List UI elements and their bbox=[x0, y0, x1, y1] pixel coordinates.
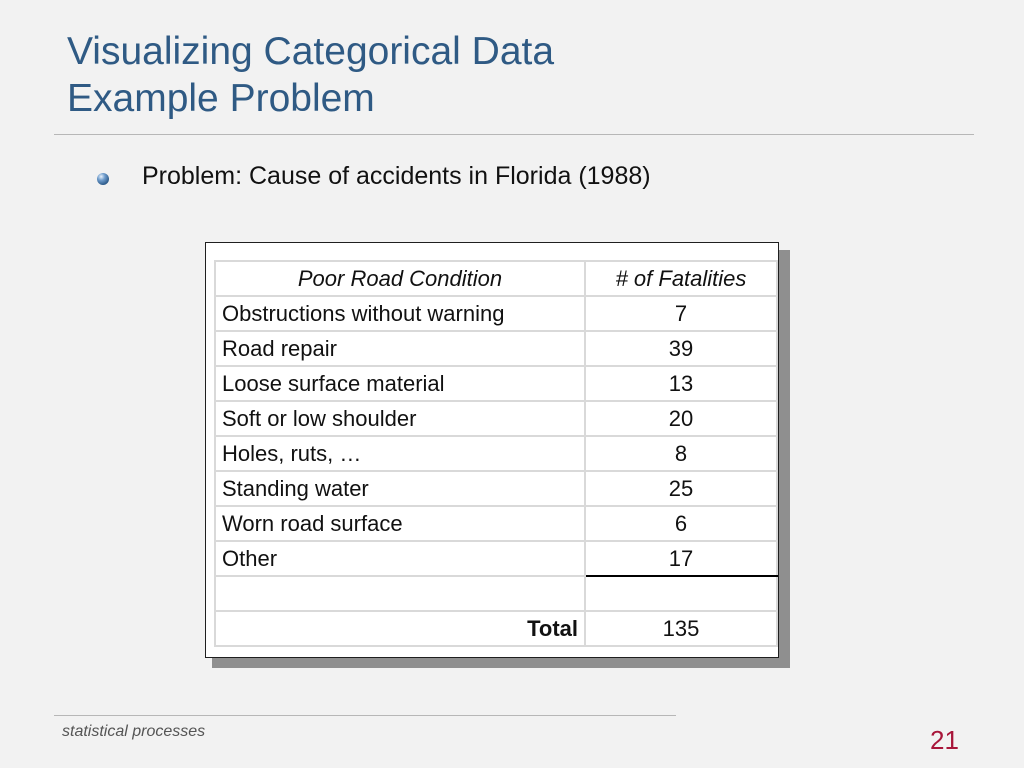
fatalities-cell: 13 bbox=[585, 366, 777, 401]
slide-title-line-1: Visualizing Categorical Data bbox=[67, 30, 555, 73]
total-row bbox=[215, 611, 777, 646]
table-row bbox=[215, 506, 777, 541]
title-divider bbox=[54, 134, 974, 135]
condition-cell: Obstructions without warning bbox=[215, 296, 585, 331]
fatalities-cell: 7 bbox=[585, 296, 777, 331]
header-fatalities: # of Fatalities bbox=[585, 261, 777, 296]
fatalities-table bbox=[214, 260, 778, 647]
footer-text: statistical processes bbox=[62, 723, 206, 740]
fatalities-cell: 39 bbox=[585, 331, 777, 366]
condition-cell: Loose surface material bbox=[215, 366, 585, 401]
table-row bbox=[215, 296, 777, 331]
footer-divider bbox=[54, 715, 676, 716]
slide-title-line-2: Example Problem bbox=[67, 77, 375, 120]
condition-cell: Holes, ruts, … bbox=[215, 436, 585, 471]
slide-title bbox=[67, 28, 554, 122]
table-row bbox=[215, 331, 777, 366]
fatalities-cell: 8 bbox=[585, 436, 777, 471]
fatalities-cell: 25 bbox=[585, 471, 777, 506]
page-number: 21 bbox=[930, 725, 959, 755]
total-label: Total bbox=[215, 611, 585, 646]
table-row bbox=[215, 436, 777, 471]
fatalities-cell: 17 bbox=[585, 541, 777, 576]
sphere-bullet-icon bbox=[96, 172, 110, 186]
condition-cell: Standing water bbox=[215, 471, 585, 506]
header-condition: Poor Road Condition bbox=[215, 261, 585, 296]
condition-cell: Worn road surface bbox=[215, 506, 585, 541]
total-value: 135 bbox=[585, 611, 777, 646]
table-header-row bbox=[215, 261, 777, 296]
condition-cell: Other bbox=[215, 541, 585, 576]
condition-cell: Soft or low shoulder bbox=[215, 401, 585, 436]
table-row bbox=[215, 401, 777, 436]
blank-cell bbox=[585, 576, 777, 611]
table-frame bbox=[205, 242, 779, 658]
fatalities-cell: 20 bbox=[585, 401, 777, 436]
condition-cell: Road repair bbox=[215, 331, 585, 366]
table-row bbox=[215, 471, 777, 506]
table-row bbox=[215, 541, 777, 576]
blank-row bbox=[215, 576, 777, 611]
fatalities-cell: 6 bbox=[585, 506, 777, 541]
table-row bbox=[215, 366, 777, 401]
blank-cell bbox=[215, 576, 585, 611]
problem-text: Problem: Cause of accidents in Florida (1988) bbox=[142, 162, 651, 190]
